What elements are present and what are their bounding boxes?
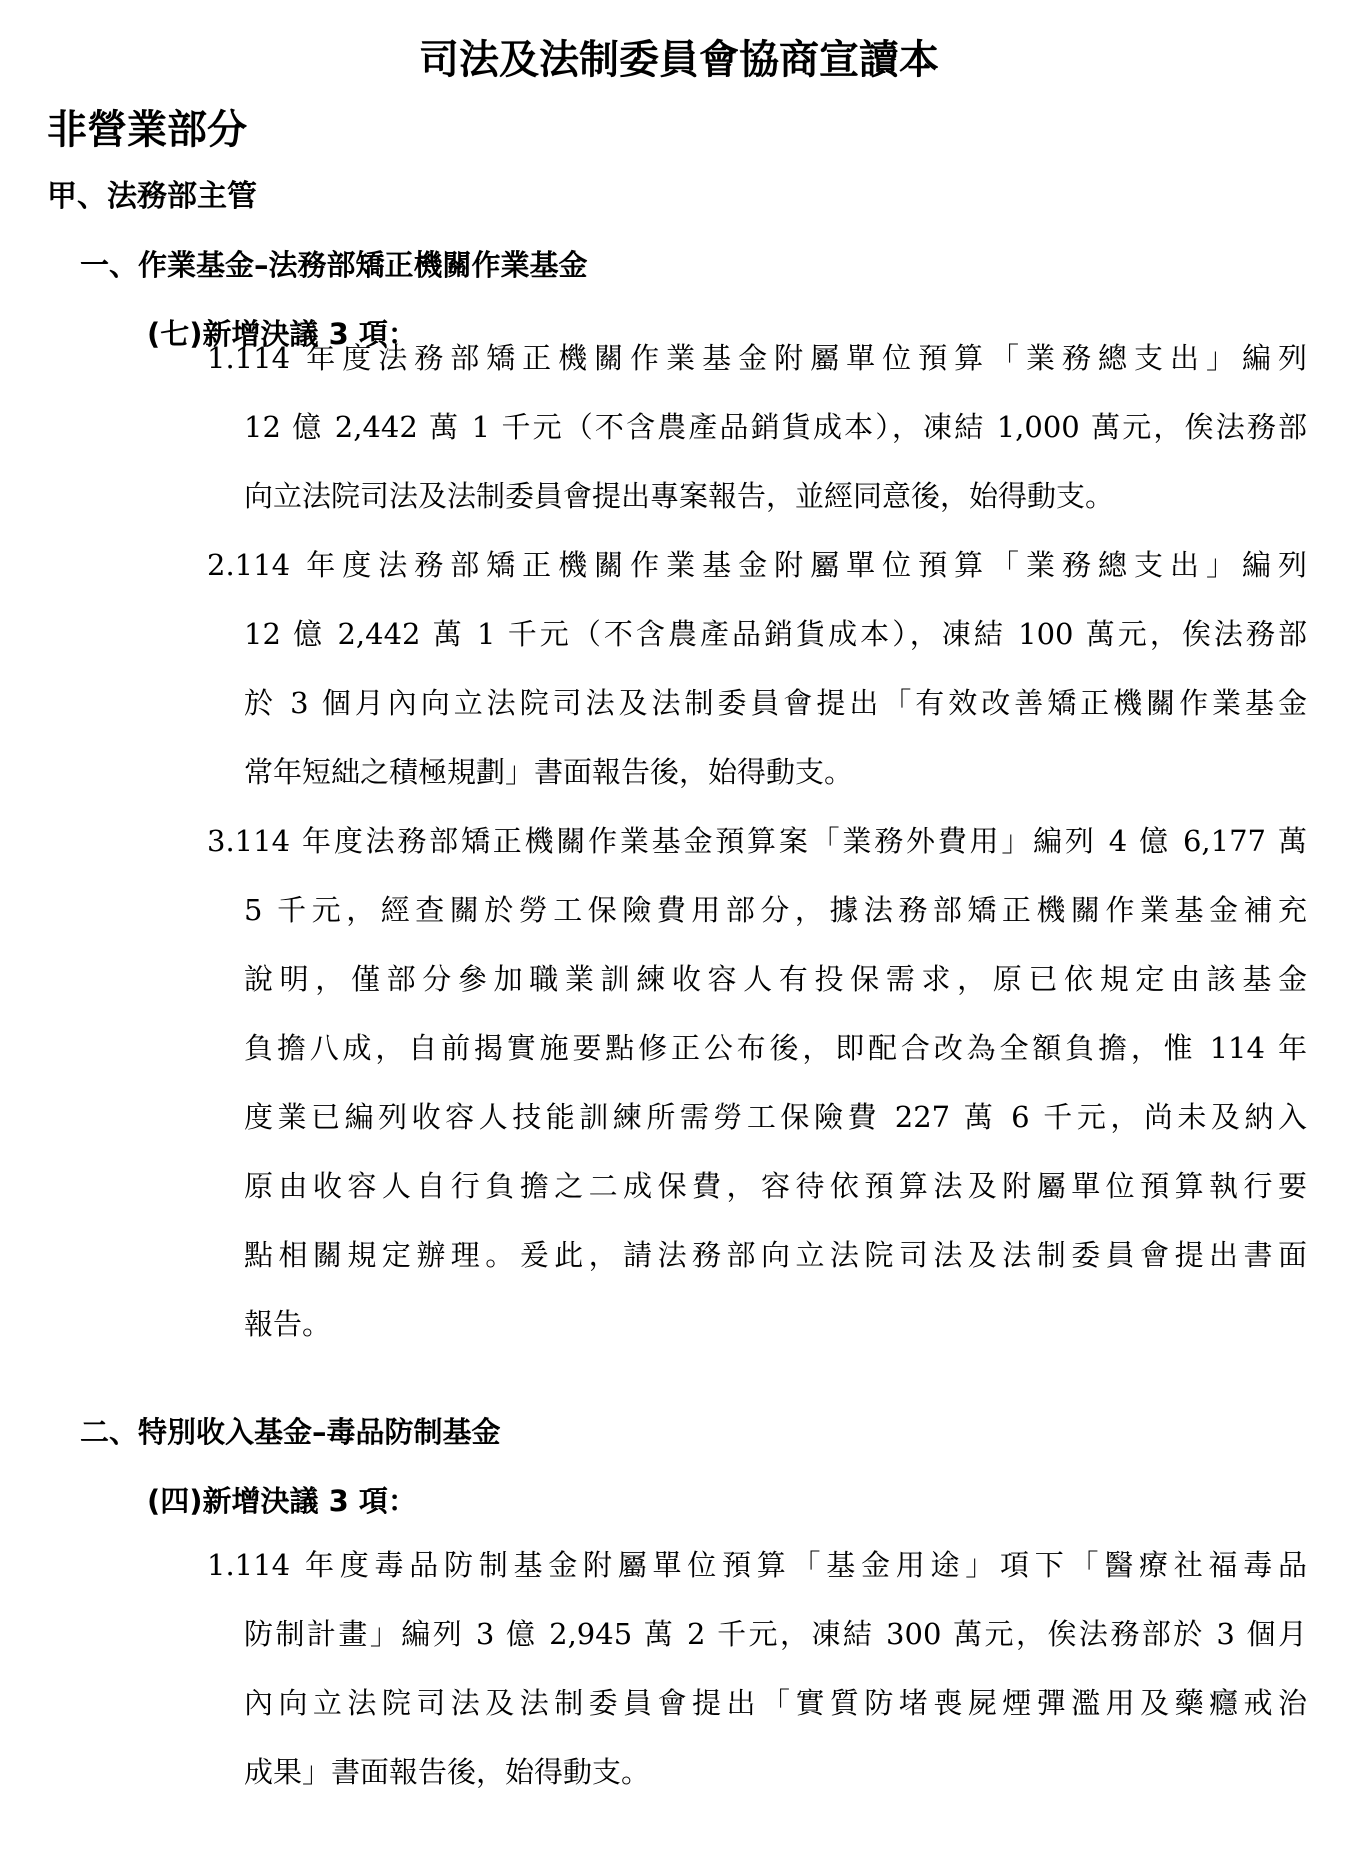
fund2-heading: 二、特別收入基金–毒品防制基金 [80,1415,501,1449]
fund1-item-3-line-4: 負擔八成，自前揭實施要點修正公布後，即配合改為全額負擔，惟 114 年 [244,1031,1307,1065]
section-title: 非營業部分 [47,107,247,153]
fund1-item-2-line-2: 12 億 2,442 萬 1 千元（不含農產品銷貨成本），凍結 100 萬元，俟法務部 [244,617,1307,651]
fund2-item-1-line-1: 1.114 年度毒品防制基金附屬單位預算「基金用途」項下「醫療社福毒品 [207,1548,1307,1582]
fund1-item-3-line-8: 報告。 [244,1307,332,1341]
fund1-item-2-line-4: 常年短絀之積極規劃」書面報告後，始得動支。 [244,755,854,789]
document-title: 司法及法制委員會協商宣讀本 [419,37,939,83]
fund1-item-3-line-7: 點相關規定辦理。爰此，請法務部向立法院司法及法制委員會提出書面 [244,1238,1307,1272]
fund1-item-3-line-1: 3.114 年度法務部矯正機關作業基金預算案「業務外費用」編列 4 億 6,177 萬 [207,824,1307,858]
fund1-item-3-line-3: 說明，僅部分參加職業訓練收容人有投保需求，原已依規定由該基金 [244,962,1307,996]
fund1-item-2-line-3: 於 3 個月內向立法院司法及法制委員會提出「有效改善矯正機關作業基金 [244,686,1307,720]
fund1-item-1-line-2: 12 億 2,442 萬 1 千元（不含農產品銷貨成本），凍結 1,000 萬元，俟法務部 [244,410,1307,444]
fund1-heading: 一、作業基金–法務部矯正機關作業基金 [80,248,588,282]
agency-heading: 甲、法務部主管 [47,179,257,214]
fund1-item-1 [207,324,1307,531]
fund1-item-2 [207,531,1307,807]
fund1-subheading: (七)新增決議 3 項： [147,317,417,351]
fund2-item-1-line-3: 內向立法院司法及法制委員會提出「實質防堵喪屍煙彈濫用及藥癮戒治 [244,1686,1307,1720]
fund2-item-1-line-4: 成果」書面報告後，始得動支。 [244,1755,651,1789]
fund1-item-2-line-1: 2.114 年度法務部矯正機關作業基金附屬單位預算「業務總支出」編列 [207,548,1307,582]
fund2-subheading: (四)新增決議 3 項： [147,1484,417,1518]
fund1-item-3-line-6: 原由收容人自行負擔之二成保費，容待依預算法及附屬單位預算執行要 [244,1169,1307,1203]
fund2-item-1 [207,1531,1307,1807]
fund1-item-1-line-3: 向立法院司法及法制委員會提出專案報告，並經同意後，始得動支。 [244,479,1115,513]
fund2-item-1-line-2: 防制計畫」編列 3 億 2,945 萬 2 千元，凍結 300 萬元，俟法務部於 3 個月 [244,1617,1307,1651]
fund1-item-3-line-2: 5 千元，經查關於勞工保險費用部分，據法務部矯正機關作業基金補充 [244,893,1307,927]
fund1-item-3 [207,807,1307,1359]
fund1-item-3-line-5: 度業已編列收容人技能訓練所需勞工保險費 227 萬 6 千元，尚未及納入 [244,1100,1307,1134]
fund1-item-1-line-1: 1.114 年度法務部矯正機關作業基金附屬單位預算「業務總支出」編列 [207,341,1307,375]
